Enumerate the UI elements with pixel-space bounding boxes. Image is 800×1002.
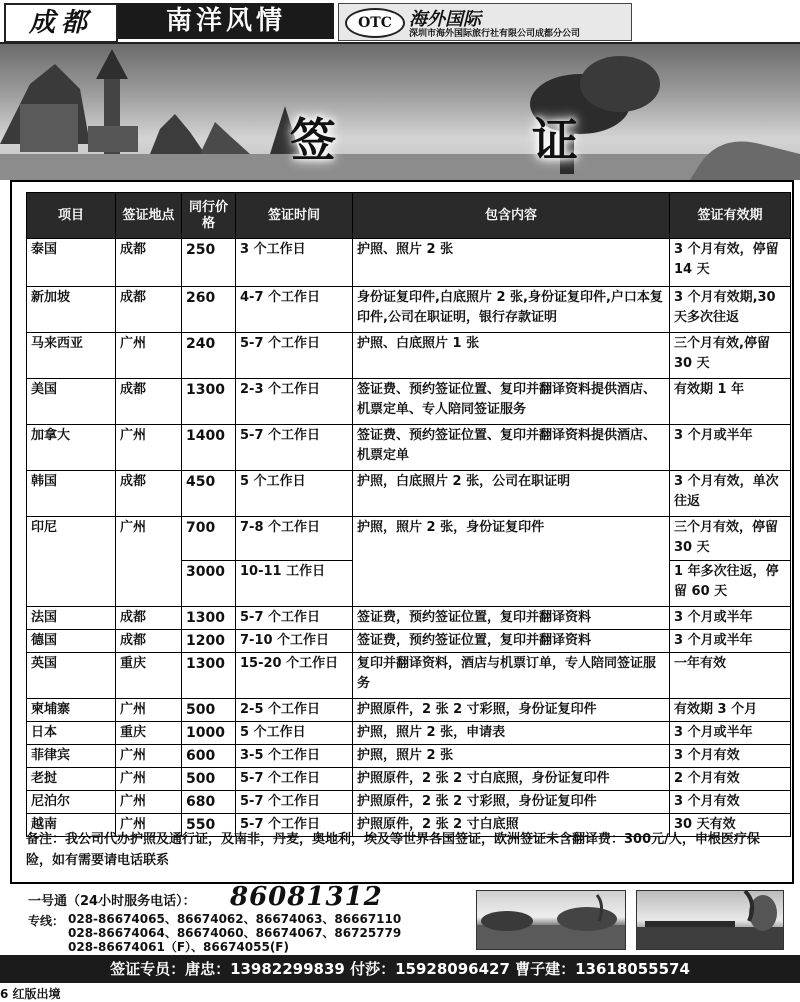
visa-validity: 有效期 3 个月 [670,699,791,722]
visa-content: 签证费，预约签证位置，复印并翻译资料 [353,630,670,653]
visa-price: 550 [182,814,236,837]
country-name: 马来西亚 [27,333,116,379]
phone-lines [68,912,401,954]
phone-line: 028-86674061（F）、86674055(F) [68,940,289,954]
visa-location: 广州 [116,768,182,791]
visa-location: 成都 [116,287,182,333]
visa-content: 护照、白底照片 1 张 [353,333,670,379]
visa-validity: 有效期 1 年 [670,379,791,425]
visa-location: 成都 [116,607,182,630]
scenery-photo-illustration [477,891,625,949]
visa-time: 3 个工作日 [236,239,353,287]
country-name: 菲律宾 [27,745,116,768]
visa-content: 护照原件，2 张 2 寸白底照 [353,814,670,837]
visa-price: 1400 [182,425,236,471]
visa-price: 3000 [182,561,236,607]
visa-validity: 30 天有效 [670,814,791,837]
table-row [27,745,791,768]
country-name: 德国 [27,630,116,653]
table-row [27,425,791,471]
table-row [27,239,791,287]
visa-time: 2-5 个工作日 [236,699,353,722]
visa-location: 广州 [116,745,182,768]
visa-content: 护照、照片 2 张 [353,239,670,287]
country-name: 老挝 [27,768,116,791]
visa-location: 广州 [116,699,182,722]
country-name: 韩国 [27,471,116,517]
scenery-photo [476,890,626,950]
visa-location: 重庆 [116,722,182,745]
visa-time: 2-3 个工作日 [236,379,353,425]
visa-price: 1300 [182,653,236,699]
header-city: 成都 [4,3,118,43]
visa-validity: 3 个月或半年 [670,607,791,630]
visa-time: 5-7 个工作日 [236,768,353,791]
col-header-validity: 签证有效期 [670,193,791,239]
visa-location: 成都 [116,471,182,517]
visa-price: 1000 [182,722,236,745]
visa-price: 680 [182,791,236,814]
visa-price: 500 [182,768,236,791]
visa-content: 签证费、预约签证位置、复印并翻译资料提供酒店、机票定单、专人陪同签证服务 [353,379,670,425]
visa-content: 护照，照片 2 张，申请表 [353,722,670,745]
table-row [27,791,791,814]
visa-validity: 3 个月有效 [670,791,791,814]
visa-location: 广州 [116,517,182,607]
country-name: 日本 [27,722,116,745]
visa-content: 签证费、预约签证位置、复印并翻译资料提供酒店、机票定单 [353,425,670,471]
table-row [27,333,791,379]
visa-content: 护照，照片 2 张，身份证复印件 [353,517,670,607]
visa-content: 护照，白底照片 2 张，公司在职证明 [353,471,670,517]
visa-location: 成都 [116,239,182,287]
visa-time: 5-7 个工作日 [236,607,353,630]
visa-content: 身份证复印件,白底照片 2 张,身份证复印件,户口本复印件,公司在职证明，银行存款证明 [353,287,670,333]
phone-line: 028-86674064、86674060、86674067、86725779 [68,926,402,940]
country-name: 印尼 [27,517,116,607]
visa-price: 250 [182,239,236,287]
visa-location: 广州 [116,333,182,379]
country-name: 法国 [27,607,116,630]
visa-time: 15-20 个工作日 [236,653,353,699]
visa-time: 10-11 工作日 [236,561,353,607]
otc-logo-icon: OTC [345,8,405,38]
visa-validity: 3 个月有效，单次往返 [670,471,791,517]
visa-validity: 3 个月或半年 [670,425,791,471]
table-row [27,768,791,791]
visa-time: 5-7 个工作日 [236,425,353,471]
company-logo [338,3,632,41]
table-row [27,607,791,630]
visa-content: 签证费，预约签证位置，复印并翻译资料 [353,607,670,630]
visa-location: 重庆 [116,653,182,699]
visa-location: 广州 [116,791,182,814]
visa-price: 240 [182,333,236,379]
phone-line: 028-86674065、86674062、86674063、86667110 [68,912,402,926]
country-name: 加拿大 [27,425,116,471]
company-name: 海外国际 [409,9,481,30]
visa-time: 5 个工作日 [236,471,353,517]
visa-time: 5-7 个工作日 [236,814,353,837]
visa-time: 3-5 个工作日 [236,745,353,768]
page-label: 6 红版出境 [0,987,61,1001]
table-row [27,379,791,425]
visa-content: 护照原件，2 张 2 寸白底照，身份证复印件 [353,768,670,791]
visa-location: 成都 [116,379,182,425]
visa-location: 成都 [116,630,182,653]
visa-time: 7-8 个工作日 [236,517,353,561]
col-header-price: 同行价格 [182,193,236,239]
visa-time: 7-10 个工作日 [236,630,353,653]
visa-validity: 3 个月或半年 [670,630,791,653]
table-row [27,699,791,722]
header [0,0,800,44]
country-name: 英国 [27,653,116,699]
phone-lines-label: 专线： [28,914,65,928]
header-brand: 南洋风情 [118,3,334,39]
table-row [27,722,791,745]
country-name: 柬埔寨 [27,699,116,722]
visa-time: 5-7 个工作日 [236,791,353,814]
hotline-label: 一号通（24小时服务电话）： [28,894,196,909]
visa-location: 广州 [116,425,182,471]
col-header-time: 签证时间 [236,193,353,239]
visa-time: 5-7 个工作日 [236,333,353,379]
visa-validity: 三个月有效，停留 30 天 [670,517,791,561]
table-row-indonesia [27,517,791,561]
visa-location: 广州 [116,814,182,837]
table-row [27,471,791,517]
banner-title: 签 证 [290,113,669,167]
contact-info [10,884,470,954]
visa-content: 护照原件，2 张 2 寸彩照，身份证复印件 [353,699,670,722]
col-header-content: 包含内容 [353,193,670,239]
visa-price: 500 [182,699,236,722]
visa-price: 700 [182,517,236,561]
visa-agents-bar: 签证专员：唐忠：13982299839 付莎：15928096427 曹子建：13618055574 [0,955,800,983]
visa-price: 260 [182,287,236,333]
visa-price: 450 [182,471,236,517]
visa-price: 600 [182,745,236,768]
note-text: 备注：我公司代办护照及通行证，及南非，丹麦，奥地利，埃及等世界各国签证，欧洲签证未含翻译费：300元/人，申根医疗保险，如有需要请电话联系 [26,832,760,868]
banner [0,44,800,180]
visa-validity: 1 年多次往返，停留 60 天 [670,561,791,607]
visa-time: 4-7 个工作日 [236,287,353,333]
visa-validity: 三个月有效,停留 30 天 [670,333,791,379]
visa-validity: 3 个月有效 [670,745,791,768]
visa-price: 1300 [182,379,236,425]
visa-time: 5 个工作日 [236,722,353,745]
country-name: 尼泊尔 [27,791,116,814]
visa-price-panel [10,180,794,884]
table-row [27,287,791,333]
visa-validity: 3 个月有效期,30 天多次往返 [670,287,791,333]
col-header-location: 签证地点 [116,193,182,239]
hotline-number: 86081312 [230,882,383,912]
col-header-item: 项目 [27,193,116,239]
company-fullname: 深圳市海外国际旅行社有限公司成都分公司 [409,29,581,39]
visa-validity: 3 个月或半年 [670,722,791,745]
visa-validity: 3 个月有效，停留 14 天 [670,239,791,287]
visa-validity: 2 个月有效 [670,768,791,791]
beach-photo [636,890,784,950]
visa-validity: 一年有效 [670,653,791,699]
visa-content: 护照，照片 2 张 [353,745,670,768]
visa-price: 1300 [182,607,236,630]
visa-price: 1200 [182,630,236,653]
country-name: 新加坡 [27,287,116,333]
country-name: 美国 [27,379,116,425]
country-name: 越南 [27,814,116,837]
visa-content: 复印并翻译资料，酒店与机票订单，专人陪同签证服务 [353,653,670,699]
table-row [27,653,791,699]
beach-photo-illustration [637,891,783,949]
visa-table [26,192,791,837]
country-name: 泰国 [27,239,116,287]
visa-content: 护照原件，2 张 2 寸彩照，身份证复印件 [353,791,670,814]
table-row [27,630,791,653]
